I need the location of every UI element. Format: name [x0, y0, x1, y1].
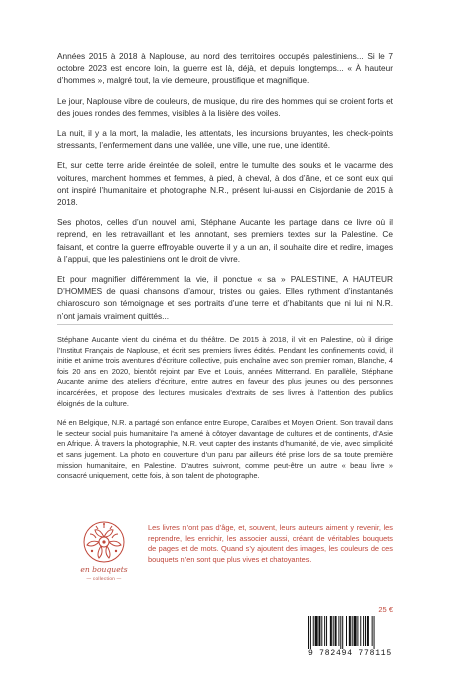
- author-bios: [57, 335, 393, 491]
- isbn-number: 9 782494 778115: [307, 649, 392, 658]
- collection-pitch: Les livres n’ont pas d’âge, et, souvent, leurs auteurs aiment y revenir, les reprendre, les enrichir, les associer aussi, créant de véritables bouquets de pages et de mots. Quand s’y ajoutent des images, les couleurs de ces bouquets n’en sont que plus vives et chatoyantes.: [148, 523, 393, 564]
- main-description: [57, 50, 393, 330]
- isbn-barcode: [306, 616, 398, 660]
- paragraph: Ses photos, celles d’un nouvel ami, Stéphane Aucante les partage dans ce livre où il reprend, en les retravaillant et les annotant, ses premiers textes sur la Palestine. Ce faisant, et contre la guerre effroyable ouverte il y a un an, il souhaite dire et redire, images à l’appui, que les palestiniens ont le droit de vivre.: [57, 217, 393, 264]
- price-label: 25 €: [378, 605, 393, 614]
- paragraph: Et, sur cette terre aride éreintée de soleil, entre le tumulte des souks et le vacarme des voitures, marchent hommes et femmes, à pied, à cheval, à dos d’âne, et ce sont eux qui ont inspiré l’humanitaire et photographe N.R., présent lui-aussi en Cisjordanie de 2015 à 2018.: [57, 160, 393, 208]
- author-bio: Stéphane Aucante vient du cinéma et du théâtre. De 2015 à 2018, il vit en Palestine, où il dirige l’Institut Français de Naplouse, et écrit ses premiers livres édités. Pendant les confinements covid, il initie et anime trois aventures d’écriture collective, puis enchaîne avec son premier roman, Blanche, 4 fois 20 ans en 2020, bientôt rejoint par Eve et Louis, années Mitterrand. En parallèle, Stéphane Aucante anime des ateliers d’écriture, entre autres en faveur des plus jeunes ou des personnes incarcérées, et propose des lectures musicales d’extraits de ses livres à l’attention des publics éloignés de la culture.: [57, 335, 393, 408]
- paragraph: La nuit, il y a la mort, la maladie, les attentats, les incursions bruyantes, les check-points stressants, l’enfermement dans une vallée, une ville, une rue, une identité.: [57, 128, 393, 151]
- collection-name: en bouquets: [80, 565, 128, 574]
- flower-bouquet-icon: [74, 520, 134, 566]
- paragraph: Années 2015 à 2018 à Naplouse, au nord des territoires occupés palestiniens... Si le 7 octobre 2023 est encore loin, la guerre est là, déjà, et depuis longtemps... « À hauteur d’hommes », malgré tout, la vie demeure, proustifique et magnifique.: [57, 51, 393, 86]
- paragraph: Le jour, Naplouse vibre de couleurs, de musique, du rire des hommes qui se croient forts et des joues rondes des femmes, visibles à la lisière des voiles.: [57, 95, 393, 118]
- paragraph: Et pour magnifier différemment la vie, il ponctue « sa » PALESTINE, A HAUTEUR D’HOMMES de quasi chansons d’amour, tristes ou gaies. Elles rythment d’instantanés chiaroscuro son témoignage et ses portraits d’une terre et d’habitants que ni lui ni N.R. n’ont jamais vraiment quittés...: [57, 274, 393, 321]
- photographer-bio: Né en Belgique, N.R. a partagé son enfance entre Europe, Caraïbes et Moyen Orient. Son travail dans le secteur social puis humanitaire l’a amené à côtoyer davantage de cultures et de continents, d’Asie en Afrique. À travers la photographie, N.R. veut capter des instants d’humanité, de vie, avec simplicité et sans jugement. La photo en couverture d’un paru par ailleurs été prise lors de sa toute première mission humanitaire, en Palestine. D’autres suivront, comme peut-être un autre « beau livre » consacré uniquement, cette fois, à son talent de photographe.: [57, 418, 393, 481]
- collection-label: — collection —: [86, 576, 122, 581]
- divider: [57, 324, 393, 325]
- collection-logo: [74, 520, 134, 592]
- barcode-icon: [306, 616, 398, 650]
